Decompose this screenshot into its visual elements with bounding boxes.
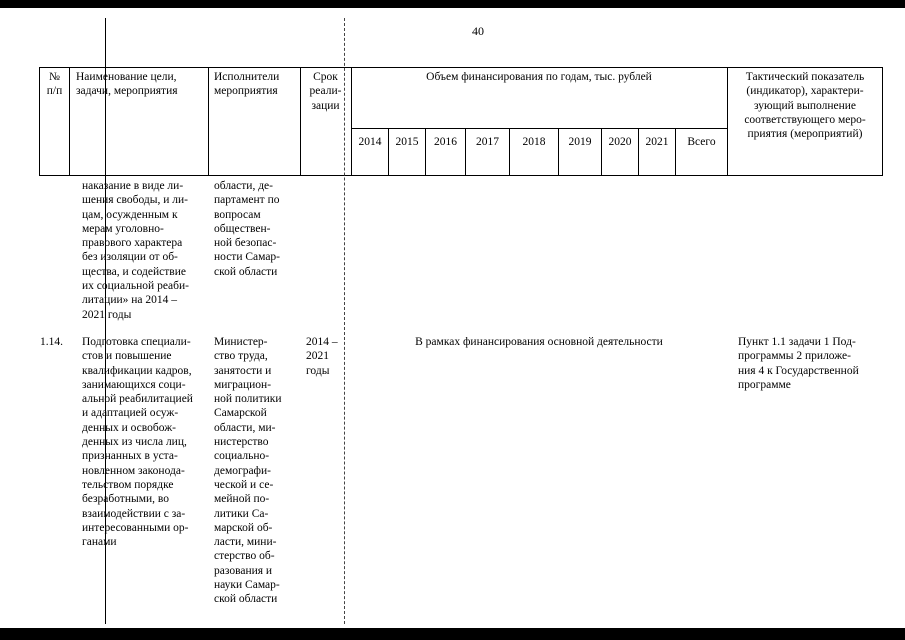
header-executors: Исполнители мероприятия — [214, 71, 280, 98]
row-term-cell: 2014 – 2021 годы — [306, 336, 338, 377]
page-number: 40 — [472, 24, 484, 38]
header-financing: Объем финансирования по годам, тыс. рублей — [426, 71, 652, 83]
header-num: № п/п — [46, 71, 63, 98]
bottom-scan-border — [0, 628, 905, 640]
header-indicator: Тактический показатель (индикатор), характери- зующий выполнение соответствующего меро- приятия (мероприятий) — [744, 71, 866, 141]
year-header-2016: 2016 — [434, 136, 457, 148]
year-header-2015: 2015 — [395, 136, 419, 148]
row-executors-cell: области, де- партамент по вопросам обществен- ной безопас- ности Самар- ской области — [214, 180, 281, 278]
table-right-border — [882, 67, 883, 176]
year-header-2017: 2017 — [476, 136, 499, 148]
header-bottom-border — [39, 175, 883, 176]
year-header-2018: 2018 — [522, 136, 546, 148]
row-name-cell: наказание в виде ли- шения свободы, и ли- цам, осужденным к мерам уголовно- правового характера без изоляции от об- щества, и содействие их социальной реаби- литации» на 2014 – 2021 годы — [82, 180, 189, 321]
top-scan-border — [0, 0, 905, 8]
year-header-2021: 2021 — [645, 136, 669, 148]
col-divider-num — [69, 67, 70, 176]
header-term: Срок реали- зации — [309, 71, 342, 112]
year-header-2014: 2014 — [358, 136, 382, 148]
table-top-border — [39, 67, 883, 68]
year-header-2020: 2020 — [608, 136, 632, 148]
header-name: Наименование цели, задачи, мероприятия — [76, 71, 178, 98]
col-divider-name — [208, 67, 209, 176]
year-header-2019: 2019 — [568, 136, 592, 148]
row-indicator-cell: Пункт 1.1 задачи 1 Под- программы 2 приложе- ния 4 к Государственной программе — [738, 336, 859, 391]
row-financing-cell: В рамках финансирования основной деятельности — [415, 336, 663, 348]
row-name-cell: Подготовка специали- стов и повышение квалификации кадров, занимающихся соци- альной реабилитацией и адаптацией осуж- денных и освобож- денных из числа лиц, признанных в уста- новленном законода- тельством порядке безработными, во взаимодействии с за- интересованными ор- ганами — [82, 336, 193, 549]
year-header-total: Всего — [687, 136, 716, 148]
row-num-cell: 1.14. — [40, 336, 63, 348]
row-executors-cell: Министер- ство труда, занятости и миграцион- ной политики Самарской области, ми- нистерство социально- демографи- ческой и се- мейной по- литики Са- марской об- ласти, мини- стерство об- разования и науки Самар- ской области — [214, 336, 282, 606]
years-header-top-border — [351, 128, 727, 129]
